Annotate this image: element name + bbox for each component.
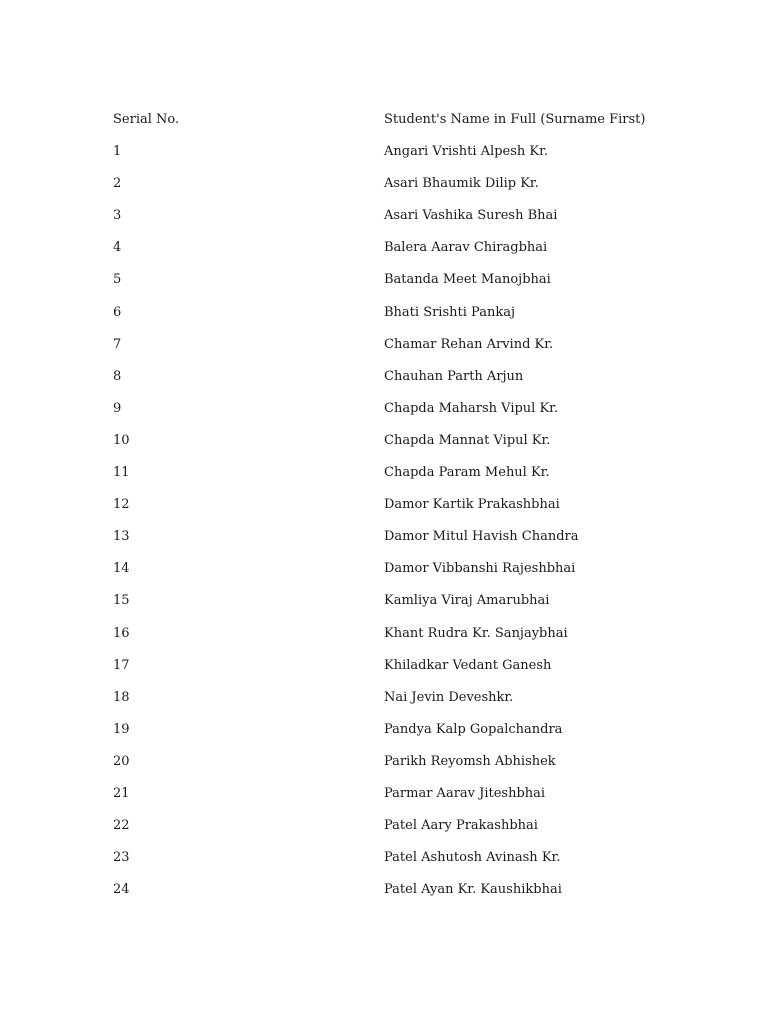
table-row: [113, 205, 673, 237]
student-name-cell: Parmar Aarav Jiteshbhai: [384, 785, 546, 801]
student-name-cell: Balera Aarav Chiragbhai: [384, 240, 548, 256]
student-name-cell: Batanda Meet Manojbhai: [384, 272, 551, 288]
table-row: [113, 687, 673, 719]
student-name-cell: Patel Ayan Kr. Kaushikbhai: [384, 882, 562, 898]
student-name-cell: Parikh Reyomsh Abhishek: [384, 753, 556, 769]
serial-number-cell: 20: [113, 753, 130, 769]
serial-number-cell: 9: [113, 400, 122, 416]
student-name-cell: Chapda Mannat Vipul Kr.: [384, 432, 551, 448]
student-name-cell: Khant Rudra Kr. Sanjaybhai: [384, 625, 568, 641]
serial-number-cell: 22: [113, 818, 130, 834]
table-row: [113, 847, 673, 879]
student-name-cell: Chamar Rehan Arvind Kr.: [384, 336, 554, 352]
serial-number-cell: 13: [113, 529, 130, 545]
student-name-cell: Bhati Srishti Pankaj: [384, 304, 515, 320]
serial-number-cell: 15: [113, 593, 130, 609]
serial-number-cell: 10: [113, 432, 130, 448]
serial-number-cell: 2: [113, 176, 122, 192]
serial-number-cell: 4: [113, 240, 122, 256]
serial-number-cell: 3: [113, 208, 122, 224]
student-name-cell: Khiladkar Vedant Ganesh: [384, 657, 552, 673]
student-name-cell: Damor Mitul Havish Chandra: [384, 529, 579, 545]
student-name-cell: Asari Bhaumik Dilip Kr.: [384, 176, 539, 192]
table-row: [113, 269, 673, 301]
serial-number-cell: 16: [113, 625, 130, 641]
serial-number-cell: 11: [113, 465, 130, 481]
table-row: [113, 302, 673, 334]
name-column-header: Student's Name in Full (Surname First): [384, 112, 646, 127]
student-name-cell: Chapda Maharsh Vipul Kr.: [384, 400, 559, 416]
student-list-table: [113, 109, 673, 911]
student-name-cell: Nai Jevin Deveshkr.: [384, 689, 514, 705]
table-row: [113, 237, 673, 269]
table-row: [113, 141, 673, 173]
table-body: [113, 141, 673, 911]
table-row: [113, 366, 673, 398]
table-row: [113, 526, 673, 558]
table-row: [113, 623, 673, 655]
table-row: [113, 558, 673, 590]
serial-number-cell: 7: [113, 336, 122, 352]
serial-number-cell: 24: [113, 882, 130, 898]
serial-number-cell: 12: [113, 497, 130, 513]
student-name-cell: Angari Vrishti Alpesh Kr.: [384, 144, 549, 160]
serial-number-cell: 1: [113, 144, 122, 160]
table-row: [113, 783, 673, 815]
serial-column-header: Serial No.: [113, 112, 180, 127]
serial-number-cell: 5: [113, 272, 122, 288]
serial-number-cell: 14: [113, 561, 130, 577]
table-header-row: [113, 109, 673, 141]
table-row: [113, 751, 673, 783]
serial-number-cell: 21: [113, 785, 130, 801]
table-row: [113, 398, 673, 430]
table-row: [113, 815, 673, 847]
serial-number-cell: 18: [113, 689, 130, 705]
student-name-cell: Kamliya Viraj Amarubhai: [384, 593, 550, 609]
table-row: [113, 494, 673, 526]
serial-number-cell: 17: [113, 657, 130, 673]
student-name-cell: Damor Vibbanshi Rajeshbhai: [384, 561, 576, 577]
table-row: [113, 590, 673, 622]
student-name-cell: Patel Ashutosh Avinash Kr.: [384, 850, 561, 866]
student-name-cell: Damor Kartik Prakashbhai: [384, 497, 560, 513]
table-row: [113, 719, 673, 751]
serial-number-cell: 6: [113, 304, 122, 320]
serial-number-cell: 19: [113, 721, 130, 737]
table-row: [113, 334, 673, 366]
table-row: [113, 173, 673, 205]
table-row: [113, 462, 673, 494]
table-row: [113, 430, 673, 462]
table-row: [113, 655, 673, 687]
student-name-cell: Chauhan Parth Arjun: [384, 368, 524, 384]
student-name-cell: Patel Aary Prakashbhai: [384, 818, 538, 834]
student-name-cell: Asari Vashika Suresh Bhai: [384, 208, 558, 224]
serial-number-cell: 8: [113, 368, 122, 384]
serial-number-cell: 23: [113, 850, 130, 866]
table-row: [113, 879, 673, 911]
student-name-cell: Pandya Kalp Gopalchandra: [384, 721, 563, 737]
student-name-cell: Chapda Param Mehul Kr.: [384, 465, 550, 481]
